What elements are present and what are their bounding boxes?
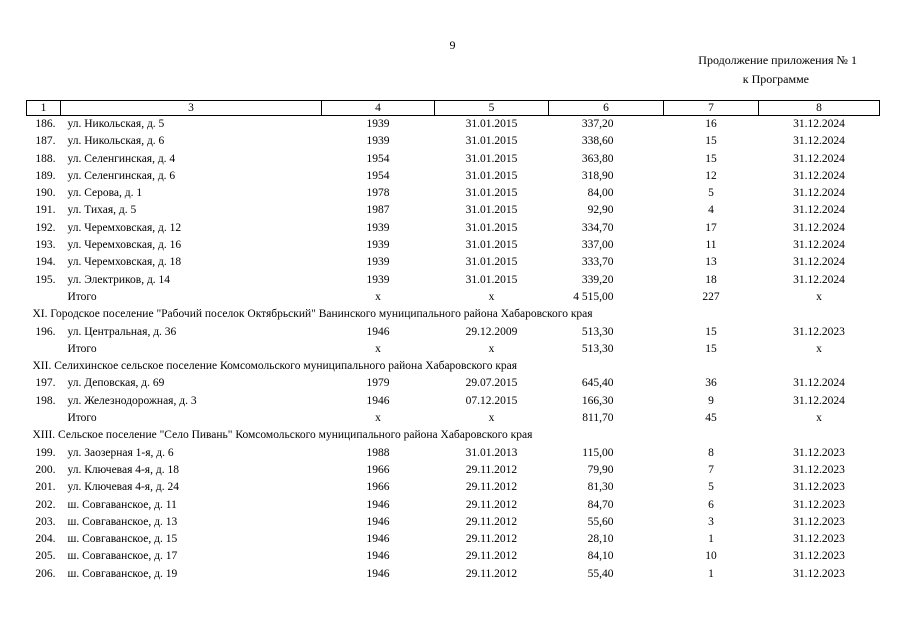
column-header: 8 (759, 101, 880, 116)
page-number: 9 (449, 38, 456, 52)
residents-cell: 15 (705, 325, 717, 338)
row-number (27, 289, 61, 306)
table-row (27, 220, 880, 237)
area-cell: 337,00 (581, 239, 614, 252)
table-row (27, 237, 880, 254)
deadline-cell: 31.12.2023 (793, 498, 845, 511)
table-row (27, 497, 880, 514)
row-number: 201. (35, 481, 56, 494)
table-row (27, 393, 880, 410)
residents-cell: 13 (705, 256, 717, 269)
row-number: 190. (35, 187, 56, 200)
year-cell: 1966 (366, 481, 390, 494)
year-cell: 1946 (366, 567, 390, 580)
residents-cell: 1 (708, 567, 714, 580)
table-row (27, 116, 880, 134)
row-number (27, 341, 61, 358)
row-number: 196. (35, 325, 56, 338)
address-cell: Итого (67, 412, 97, 425)
year-cell: х (375, 412, 381, 425)
residents-cell: 18 (705, 273, 717, 286)
area-cell: 4 515,00 (573, 290, 614, 303)
residents-cell: 17 (705, 221, 717, 234)
address-cell: ул. Серова, д. 1 (67, 187, 143, 200)
address-cell: ул. Электриков, д. 14 (67, 273, 171, 286)
residents-cell: 11 (705, 239, 717, 252)
date-cell: 31.01.2015 (465, 256, 518, 269)
section-heading-row (27, 358, 880, 375)
deadline-cell: 31.12.2023 (793, 325, 845, 338)
date-cell: х (488, 412, 495, 425)
row-number: 202. (35, 498, 56, 511)
area-cell: 337,20 (581, 118, 614, 130)
area-cell: 645,40 (581, 377, 614, 390)
year-cell: 1954 (366, 169, 390, 182)
area-cell: 333,70 (581, 256, 614, 269)
table-row (27, 514, 880, 531)
row-number: 203. (35, 515, 56, 528)
date-cell: 29.11.2012 (465, 463, 518, 476)
year-cell: 1946 (366, 394, 390, 407)
residents-cell: 227 (702, 290, 720, 303)
column-header: 7 (664, 101, 759, 116)
area-cell: 318,90 (581, 169, 614, 182)
table-row (27, 254, 880, 271)
row-number: 193. (35, 239, 56, 252)
year-cell: х (375, 290, 381, 303)
residents-cell: 12 (705, 169, 717, 182)
total-row (27, 341, 880, 358)
year-cell: 1966 (366, 463, 390, 476)
deadline-cell: 31.12.2024 (793, 187, 845, 200)
row-number: 192. (35, 221, 56, 234)
address-cell: ул. Селенгинская, д. 6 (67, 169, 176, 182)
deadline-cell: 31.12.2024 (793, 273, 845, 286)
row-number (27, 410, 61, 427)
residents-cell: 16 (705, 118, 717, 130)
deadline-cell: 31.12.2024 (793, 118, 845, 130)
table-row (27, 479, 880, 496)
year-cell: 1954 (366, 152, 390, 165)
deadline-cell: 31.12.2024 (793, 394, 845, 407)
total-row (27, 410, 880, 427)
residents-cell: 36 (705, 377, 717, 390)
area-cell: 92,90 (587, 204, 614, 217)
row-number: 204. (35, 533, 56, 546)
address-cell: ул. Черемховская, д. 18 (67, 256, 182, 269)
area-cell: 84,00 (587, 187, 614, 200)
area-cell: 166,30 (581, 394, 614, 407)
date-cell: 29.11.2012 (465, 550, 518, 563)
deadline-cell: 31.12.2023 (793, 533, 845, 546)
area-cell: 338,60 (581, 135, 614, 148)
section-heading: XII. Селихинское сельское поселение Комсомольского муниципального района Хабаровского края (32, 360, 518, 373)
address-cell: Итого (67, 290, 97, 303)
address-cell: ул. Ключевая 4-я, д. 24 (67, 481, 179, 494)
row-number: 189. (35, 169, 56, 182)
year-cell: 1946 (366, 498, 390, 511)
table-row (27, 272, 880, 289)
residents-cell: 3 (708, 515, 714, 528)
year-cell: 1939 (366, 239, 390, 252)
date-cell: 07.12.2015 (465, 394, 518, 407)
deadline-cell: 31.12.2024 (793, 221, 845, 234)
area-cell: 28,10 (587, 533, 614, 546)
address-cell: ул. Никольская, д. 5 (67, 118, 165, 130)
date-cell: 31.01.2015 (465, 169, 518, 182)
table-row (27, 185, 880, 202)
appendix-continuation-subtitle: к Программе (742, 72, 809, 86)
date-cell: 29.11.2012 (465, 481, 518, 494)
date-cell: 31.01.2015 (465, 221, 518, 234)
address-cell: ш. Совгаванское, д. 17 (67, 550, 178, 563)
residents-cell: 15 (705, 135, 717, 148)
area-cell: 513,30 (581, 325, 614, 338)
table-row (27, 151, 880, 168)
row-number: 206. (35, 567, 56, 580)
date-cell: х (488, 290, 495, 303)
deadline-cell: 31.12.2024 (793, 239, 845, 252)
address-cell: Итого (67, 342, 97, 355)
table-row (27, 168, 880, 185)
date-cell: 29.11.2012 (465, 515, 518, 528)
table-row (27, 445, 880, 462)
date-cell: 29.11.2012 (465, 533, 518, 546)
deadline-cell: х (816, 412, 822, 425)
table-row (27, 566, 880, 583)
date-cell: 29.07.2015 (465, 377, 518, 390)
residents-cell: 10 (705, 550, 717, 563)
column-header: 5 (435, 101, 549, 116)
address-cell: ш. Совгаванское, д. 19 (67, 567, 178, 580)
row-number: 199. (35, 446, 56, 459)
year-cell: 1939 (366, 273, 390, 286)
deadline-cell: х (816, 290, 822, 303)
deadline-cell: 31.12.2024 (793, 135, 845, 148)
row-number: 186. (35, 118, 56, 130)
table-row (27, 462, 880, 479)
year-cell: 1988 (366, 446, 390, 459)
column-header: 6 (549, 101, 664, 116)
address-cell: ул. Тихая, д. 5 (67, 204, 137, 217)
deadline-cell: 31.12.2023 (793, 446, 845, 459)
year-cell: 1939 (366, 135, 390, 148)
area-cell: 363,80 (581, 152, 614, 165)
deadline-cell: 31.12.2024 (793, 152, 845, 165)
residents-cell: 9 (708, 394, 714, 407)
address-cell: ул. Черемховская, д. 12 (67, 221, 182, 234)
housing-program-table (26, 100, 880, 583)
residents-cell: 5 (708, 481, 714, 494)
address-cell: ул. Центральная, д. 36 (67, 325, 177, 338)
row-number: 187. (35, 135, 56, 148)
deadline-cell: 31.12.2024 (793, 204, 845, 217)
residents-cell: 7 (708, 463, 714, 476)
deadline-cell: 31.12.2024 (793, 377, 845, 390)
area-cell: 811,70 (582, 412, 614, 425)
row-number: 194. (35, 256, 56, 269)
residents-cell: 4 (708, 204, 714, 217)
area-cell: 55,60 (587, 515, 614, 528)
row-number: 198. (35, 394, 56, 407)
date-cell: 31.01.2013 (465, 446, 518, 459)
deadline-cell: 31.12.2024 (793, 256, 845, 269)
address-cell: ул. Селенгинская, д. 4 (67, 152, 176, 165)
residents-cell: 15 (705, 152, 717, 165)
date-cell: 31.01.2015 (465, 135, 518, 148)
area-cell: 81,30 (587, 481, 614, 494)
deadline-cell: 31.12.2023 (793, 515, 845, 528)
area-cell: 339,20 (581, 273, 614, 286)
area-cell: 115,00 (582, 446, 614, 459)
year-cell: 1946 (366, 325, 390, 338)
residents-cell: 5 (708, 187, 714, 200)
year-cell: х (375, 342, 381, 355)
deadline-cell: х (816, 342, 822, 355)
date-cell: 29.11.2012 (465, 498, 518, 511)
date-cell: 31.01.2015 (465, 187, 518, 200)
address-cell: ш. Совгаванское, д. 13 (67, 515, 178, 528)
appendix-continuation-title: Продолжение приложения № 1 (698, 53, 857, 67)
section-heading-row (27, 427, 880, 444)
address-cell: ш. Совгаванское, д. 15 (67, 533, 178, 546)
column-header: 4 (322, 101, 435, 116)
residents-cell: 6 (708, 498, 714, 511)
residents-cell: 45 (705, 412, 717, 425)
table-row (27, 531, 880, 548)
row-number: 205. (35, 550, 56, 563)
table-row (27, 324, 880, 341)
date-cell: х (488, 342, 495, 355)
deadline-cell: 31.12.2023 (793, 567, 845, 580)
date-cell: 31.01.2015 (465, 118, 518, 130)
year-cell: 1946 (366, 515, 390, 528)
year-cell: 1939 (366, 256, 390, 269)
year-cell: 1939 (366, 221, 390, 234)
date-cell: 31.01.2015 (465, 273, 518, 286)
year-cell: 1979 (366, 377, 390, 390)
section-heading: XIII. Сельское поселение "Село Пивань" Комсомольского муниципального района Хабаровского края (32, 429, 533, 442)
deadline-cell: 31.12.2023 (793, 463, 845, 476)
date-cell: 29.11.2012 (465, 567, 518, 580)
address-cell: ул. Ключевая 4-я, д. 18 (67, 463, 179, 476)
date-cell: 31.01.2015 (465, 152, 518, 165)
date-cell: 31.01.2015 (465, 239, 518, 252)
row-number: 200. (35, 463, 56, 476)
address-cell: ул. Черемховская, д. 16 (67, 239, 182, 252)
area-cell: 84,10 (587, 550, 614, 563)
year-cell: 1946 (366, 533, 390, 546)
address-cell: ул. Никольская, д. 6 (67, 135, 165, 148)
area-cell: 513,30 (581, 342, 614, 355)
address-cell: ул. Заозерная 1-я, д. 6 (67, 446, 174, 459)
address-cell: ш. Совгаванское, д. 11 (67, 498, 177, 511)
total-row (27, 289, 880, 306)
address-cell: ул. Железнодорожная, д. 3 (67, 394, 197, 407)
section-heading-row (27, 306, 880, 323)
area-cell: 84,70 (587, 498, 614, 511)
residents-cell: 8 (708, 446, 714, 459)
row-number: 197. (35, 377, 56, 390)
row-number: 191. (35, 204, 56, 217)
date-cell: 29.12.2009 (465, 325, 518, 338)
year-cell: 1939 (366, 118, 390, 130)
address-cell: ул. Деповская, д. 69 (67, 377, 165, 390)
row-number: 195. (35, 273, 56, 286)
date-cell: 31.01.2015 (465, 204, 518, 217)
year-cell: 1978 (366, 187, 390, 200)
table-row (27, 548, 880, 565)
deadline-cell: 31.12.2023 (793, 481, 845, 494)
area-cell: 334,70 (581, 221, 614, 234)
year-cell: 1946 (366, 550, 390, 563)
deadline-cell: 31.12.2023 (793, 550, 845, 563)
residents-cell: 1 (708, 533, 714, 546)
table-row (27, 202, 880, 219)
residents-cell: 15 (705, 342, 717, 355)
table-row (27, 133, 880, 150)
year-cell: 1987 (366, 204, 390, 217)
section-heading: XI. Городское поселение "Рабочий поселок Октябрьский" Ванинского муниципального района Хабаровского края (32, 308, 593, 321)
deadline-cell: 31.12.2024 (793, 169, 845, 182)
table-row (27, 375, 880, 392)
area-cell: 55,40 (587, 567, 614, 580)
column-header: 1 (27, 101, 61, 116)
row-number: 188. (35, 152, 56, 165)
table-header-row (27, 101, 880, 116)
area-cell: 79,90 (587, 463, 614, 476)
column-header: 3 (61, 101, 322, 116)
